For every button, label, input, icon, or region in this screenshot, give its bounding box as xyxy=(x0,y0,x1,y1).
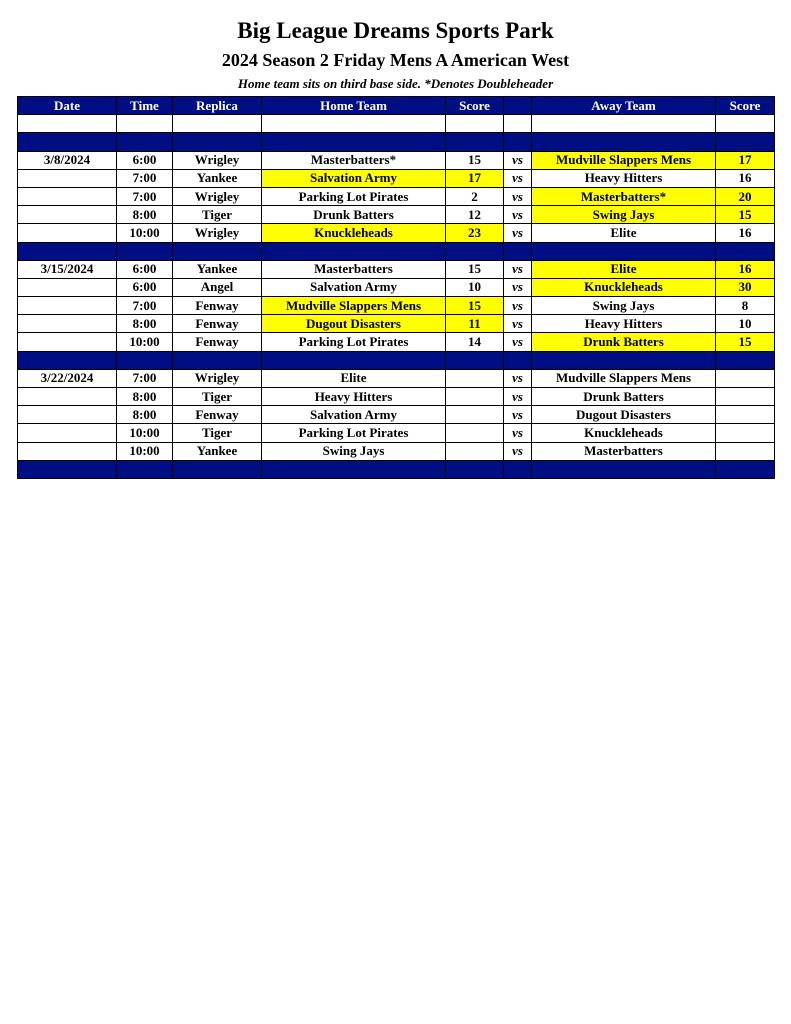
table-row xyxy=(18,315,775,333)
replica-cell: Fenway xyxy=(173,406,262,424)
date-cell: 3/8/2024 xyxy=(18,151,117,169)
home-team-cell: Salvation Army xyxy=(262,406,446,424)
time-cell: 10:00 xyxy=(117,424,173,442)
home-score-cell: 10 xyxy=(446,278,504,296)
empty-cell xyxy=(446,133,504,151)
away-team-cell: Elite xyxy=(532,260,716,278)
away-score-cell: 10 xyxy=(716,315,775,333)
empty-cell xyxy=(18,351,117,369)
empty-cell xyxy=(117,242,173,260)
empty-cell xyxy=(262,115,446,133)
col-header-date: Date xyxy=(18,97,117,115)
home-score-cell: 11 xyxy=(446,315,504,333)
empty-cell xyxy=(18,115,117,133)
home-team-cell: Salvation Army xyxy=(262,278,446,296)
time-cell: 7:00 xyxy=(117,169,173,187)
date-cell xyxy=(18,442,117,460)
empty-cell xyxy=(18,133,117,151)
home-team-cell: Drunk Batters xyxy=(262,206,446,224)
table-row xyxy=(18,169,775,187)
time-cell: 8:00 xyxy=(117,206,173,224)
date-cell xyxy=(18,406,117,424)
date-cell xyxy=(18,224,117,242)
empty-cell xyxy=(446,460,504,478)
date-cell: 3/22/2024 xyxy=(18,369,117,387)
home-score-cell: 17 xyxy=(446,169,504,187)
schedule-body xyxy=(18,115,775,479)
empty-cell xyxy=(262,460,446,478)
home-team-cell: Swing Jays xyxy=(262,442,446,460)
header-row xyxy=(18,97,775,115)
home-team-cell: Elite xyxy=(262,369,446,387)
away-team-cell: Masterbatters xyxy=(532,442,716,460)
empty-cell xyxy=(117,351,173,369)
empty-cell xyxy=(532,351,716,369)
table-row xyxy=(18,406,775,424)
away-team-cell: Heavy Hitters xyxy=(532,315,716,333)
home-score-cell xyxy=(446,369,504,387)
home-score-cell xyxy=(446,406,504,424)
home-team-cell: Mudville Slappers Mens xyxy=(262,297,446,315)
replica-cell: Wrigley xyxy=(173,151,262,169)
time-cell: 6:00 xyxy=(117,260,173,278)
home-score-cell: 23 xyxy=(446,224,504,242)
page-title: Big League Dreams Sports Park xyxy=(237,18,554,43)
table-row xyxy=(18,224,775,242)
home-score-cell: 14 xyxy=(446,333,504,351)
vs-cell: vs xyxy=(504,388,532,406)
replica-cell: Wrigley xyxy=(173,187,262,205)
home-score-cell: 15 xyxy=(446,297,504,315)
away-team-cell: Swing Jays xyxy=(532,206,716,224)
replica-cell: Angel xyxy=(173,278,262,296)
vs-cell: vs xyxy=(504,406,532,424)
home-team-cell: Knuckleheads xyxy=(262,224,446,242)
col-header-home-score: Score xyxy=(446,97,504,115)
vs-cell: vs xyxy=(504,206,532,224)
blank-row xyxy=(18,115,775,133)
col-header-replica: Replica xyxy=(173,97,262,115)
date-cell: 3/15/2024 xyxy=(18,260,117,278)
away-score-cell xyxy=(716,369,775,387)
home-score-cell: 2 xyxy=(446,187,504,205)
home-team-cell: Heavy Hitters xyxy=(262,388,446,406)
away-score-cell: 20 xyxy=(716,187,775,205)
col-header-vs xyxy=(504,97,532,115)
time-cell: 7:00 xyxy=(117,297,173,315)
table-row xyxy=(18,333,775,351)
away-team-cell: Drunk Batters xyxy=(532,333,716,351)
home-score-cell xyxy=(446,442,504,460)
empty-cell xyxy=(262,351,446,369)
time-cell: 6:00 xyxy=(117,151,173,169)
away-team-cell: Heavy Hitters xyxy=(532,169,716,187)
time-cell: 8:00 xyxy=(117,388,173,406)
table-row xyxy=(18,187,775,205)
home-team-cell: Parking Lot Pirates xyxy=(262,333,446,351)
vs-cell: vs xyxy=(504,315,532,333)
col-header-away-score: Score xyxy=(716,97,775,115)
schedule-table xyxy=(17,96,775,479)
vs-cell: vs xyxy=(504,424,532,442)
table-row xyxy=(18,278,775,296)
separator-row xyxy=(18,460,775,478)
vs-cell: vs xyxy=(504,187,532,205)
away-score-cell xyxy=(716,442,775,460)
away-score-cell: 17 xyxy=(716,151,775,169)
time-cell: 8:00 xyxy=(117,406,173,424)
away-score-cell: 16 xyxy=(716,224,775,242)
home-score-cell: 15 xyxy=(446,260,504,278)
empty-cell xyxy=(173,133,262,151)
date-cell xyxy=(18,424,117,442)
away-team-cell: Drunk Batters xyxy=(532,388,716,406)
replica-cell: Tiger xyxy=(173,424,262,442)
table-row xyxy=(18,151,775,169)
replica-cell: Wrigley xyxy=(173,369,262,387)
time-cell: 8:00 xyxy=(117,315,173,333)
away-score-cell: 16 xyxy=(716,169,775,187)
col-header-time: Time xyxy=(117,97,173,115)
vs-cell: vs xyxy=(504,333,532,351)
replica-cell: Yankee xyxy=(173,169,262,187)
away-team-cell: Masterbatters* xyxy=(532,187,716,205)
empty-cell xyxy=(173,351,262,369)
home-score-cell: 15 xyxy=(446,151,504,169)
separator-row xyxy=(18,351,775,369)
vs-cell: vs xyxy=(504,260,532,278)
empty-cell xyxy=(504,351,532,369)
away-team-cell: Swing Jays xyxy=(532,297,716,315)
replica-cell: Tiger xyxy=(173,206,262,224)
col-header-away-team: Away Team xyxy=(532,97,716,115)
home-team-cell: Dugout Disasters xyxy=(262,315,446,333)
empty-cell xyxy=(504,242,532,260)
empty-cell xyxy=(504,115,532,133)
time-cell: 10:00 xyxy=(117,442,173,460)
home-team-cell: Masterbatters xyxy=(262,260,446,278)
away-score-cell: 16 xyxy=(716,260,775,278)
away-score-cell xyxy=(716,406,775,424)
empty-cell xyxy=(18,460,117,478)
page-subtitle: 2024 Season 2 Friday Mens A American West xyxy=(221,50,570,70)
date-cell xyxy=(18,297,117,315)
date-cell xyxy=(18,206,117,224)
empty-cell xyxy=(504,133,532,151)
empty-cell xyxy=(18,242,117,260)
table-row xyxy=(18,388,775,406)
vs-cell: vs xyxy=(504,297,532,315)
home-team-cell: Salvation Army xyxy=(262,169,446,187)
date-cell xyxy=(18,315,117,333)
replica-cell: Fenway xyxy=(173,333,262,351)
empty-cell xyxy=(532,115,716,133)
home-team-cell: Parking Lot Pirates xyxy=(262,187,446,205)
table-row xyxy=(18,297,775,315)
date-cell xyxy=(18,278,117,296)
empty-cell xyxy=(173,115,262,133)
away-score-cell xyxy=(716,424,775,442)
away-team-cell: Mudville Slappers Mens xyxy=(532,151,716,169)
col-header-home-team: Home Team xyxy=(262,97,446,115)
home-team-cell: Masterbatters* xyxy=(262,151,446,169)
empty-cell xyxy=(532,242,716,260)
away-team-cell: Mudville Slappers Mens xyxy=(532,369,716,387)
empty-cell xyxy=(117,133,173,151)
table-row xyxy=(18,206,775,224)
empty-cell xyxy=(262,242,446,260)
time-cell: 6:00 xyxy=(117,278,173,296)
time-cell: 10:00 xyxy=(117,333,173,351)
table-row xyxy=(18,260,775,278)
empty-cell xyxy=(532,460,716,478)
empty-cell xyxy=(446,115,504,133)
vs-cell: vs xyxy=(504,169,532,187)
empty-cell xyxy=(532,133,716,151)
away-team-cell: Dugout Disasters xyxy=(532,406,716,424)
empty-cell xyxy=(716,115,775,133)
date-cell xyxy=(18,169,117,187)
empty-cell xyxy=(716,351,775,369)
away-score-cell: 8 xyxy=(716,297,775,315)
time-cell: 7:00 xyxy=(117,369,173,387)
empty-cell xyxy=(117,460,173,478)
empty-cell xyxy=(716,460,775,478)
away-team-cell: Knuckleheads xyxy=(532,278,716,296)
replica-cell: Yankee xyxy=(173,260,262,278)
page-note: Home team sits on third base side. *Denotes Doubleheader xyxy=(237,76,554,91)
vs-cell: vs xyxy=(504,278,532,296)
replica-cell: Tiger xyxy=(173,388,262,406)
empty-cell xyxy=(173,242,262,260)
separator-row xyxy=(18,242,775,260)
replica-cell: Fenway xyxy=(173,297,262,315)
replica-cell: Yankee xyxy=(173,442,262,460)
time-cell: 7:00 xyxy=(117,187,173,205)
empty-cell xyxy=(716,242,775,260)
vs-cell: vs xyxy=(504,369,532,387)
home-team-cell: Parking Lot Pirates xyxy=(262,424,446,442)
empty-cell xyxy=(446,351,504,369)
empty-cell xyxy=(262,133,446,151)
away-score-cell xyxy=(716,388,775,406)
empty-cell xyxy=(446,242,504,260)
away-score-cell: 30 xyxy=(716,278,775,296)
empty-cell xyxy=(173,460,262,478)
date-cell xyxy=(18,187,117,205)
empty-cell xyxy=(117,115,173,133)
away-score-cell: 15 xyxy=(716,333,775,351)
away-score-cell: 15 xyxy=(716,206,775,224)
separator-row xyxy=(18,133,775,151)
home-score-cell xyxy=(446,388,504,406)
vs-cell: vs xyxy=(504,224,532,242)
home-score-cell xyxy=(446,424,504,442)
vs-cell: vs xyxy=(504,151,532,169)
empty-cell xyxy=(504,460,532,478)
empty-cell xyxy=(716,133,775,151)
away-team-cell: Knuckleheads xyxy=(532,424,716,442)
table-row xyxy=(18,369,775,387)
date-cell xyxy=(18,388,117,406)
time-cell: 10:00 xyxy=(117,224,173,242)
vs-cell: vs xyxy=(504,442,532,460)
replica-cell: Wrigley xyxy=(173,224,262,242)
home-score-cell: 12 xyxy=(446,206,504,224)
table-row xyxy=(18,424,775,442)
table-row xyxy=(18,442,775,460)
replica-cell: Fenway xyxy=(173,315,262,333)
away-team-cell: Elite xyxy=(532,224,716,242)
date-cell xyxy=(18,333,117,351)
